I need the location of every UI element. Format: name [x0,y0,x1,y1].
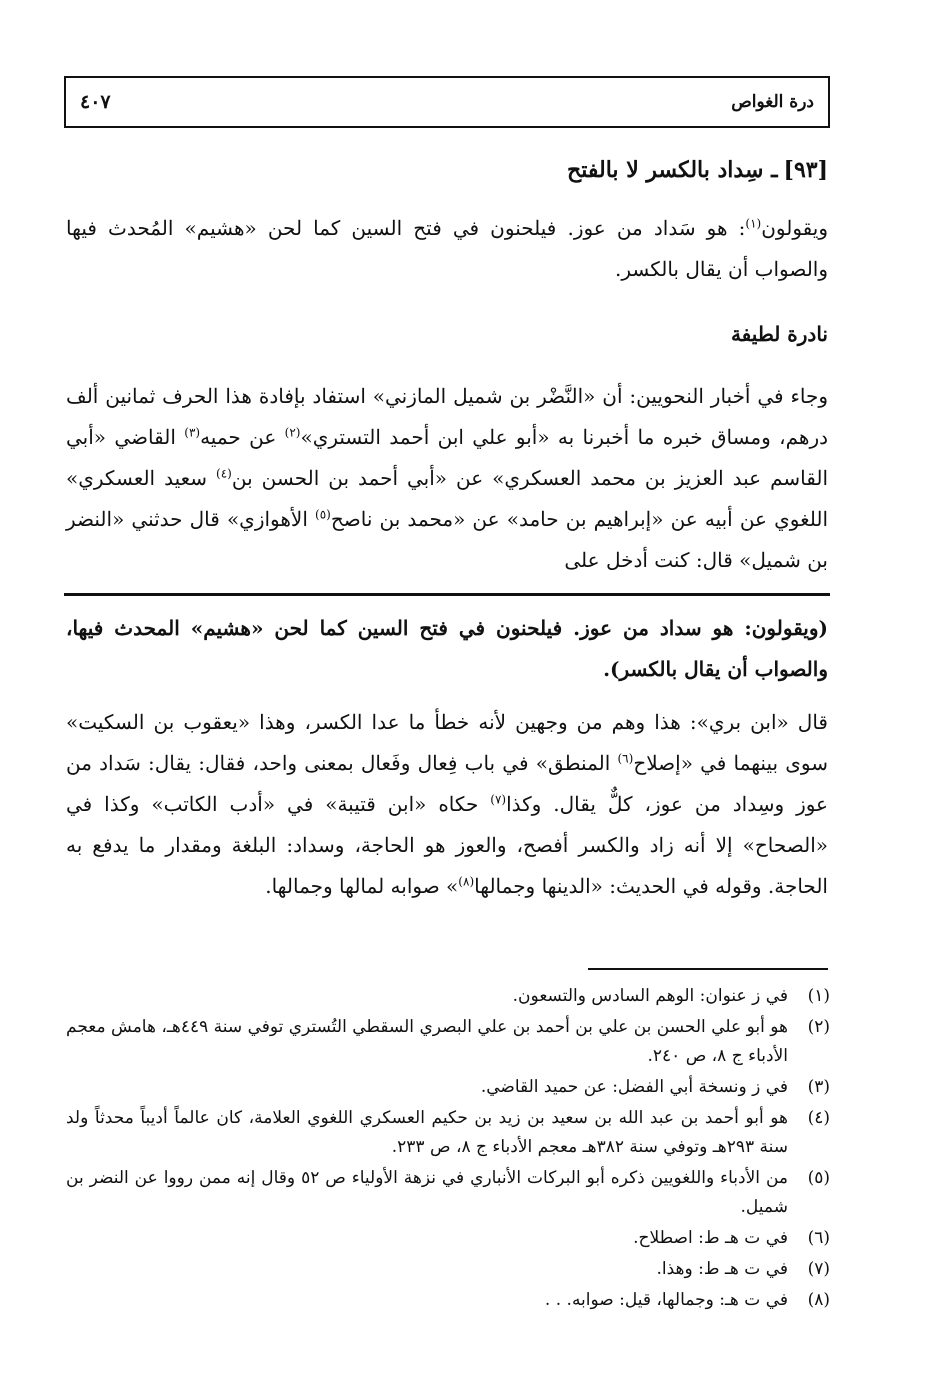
footnote-text: هو أبو علي الحسن بن علي بن أحمد بن علي البصري السقطي التُستري توفي سنة ٤٤٩هـ، هامش معجم الأدباء ج ٨، ص ٢٤٠. [66,1017,788,1066]
footnote-text: في ز عنوان: الوهم السادس والتسعون. [512,986,788,1006]
footnote-text: هو أبو أحمد بن عبد الله بن سعيد بن زيد بن حكيم العسكري اللغوي العلامة، كان عالماً أديباً محدثاً ولد سنة ٢٩٣هـ وتوفي سنة ٣٨٢هـ معجم الأدباء ج ٨، ص ٢٣٣. [66,1108,788,1157]
footnote-item [66,1224,830,1253]
subheading: نادرة لطيفة [730,322,828,346]
footnote-number: (٥) [807,1168,830,1188]
footnote-item [66,1104,830,1162]
footnote-item [66,1164,830,1222]
footnote-text: في ت هـ: وجمالها، قيل: صوابه. . . [544,1290,788,1310]
footnote-number: (٨) [807,1290,830,1310]
footnote-ref-4: (٤) [216,466,232,481]
footnote-ref-6: (٦) [617,751,634,766]
footnote-item [66,1013,830,1071]
footnote-item [66,1073,830,1102]
page-header [64,76,830,128]
footnote-ref-1: (١) [745,216,762,231]
footnote-ref-7: (٧) [490,792,507,807]
intro-text: : هو سَداد من عوز. فيلحنون في فتح السين كما لحن «هشيم» المُحدث فيها والصواب أن يقال بالكسر. [66,216,828,281]
intro-text: ويقولون [761,216,828,240]
section-title-text: ـ سِداد بالكسر لا بالفتح [567,157,778,183]
footnote-text: من الأدباء واللغويين ذكره أبو البركات الأنباري في نزهة الأولياء ص ٥٢ وقال إنه ممن رووا عن النضر بن شميل. [66,1168,788,1217]
commentary-text: حكاه «ابن قتيبة» في «أدب الكاتب» وكذا في «الصحاح» إلا أنه زاد والكسر أفصح، والعوز هو الحاجة، وسداد: البلغة ومقدار ما يدفع به الحاجة. وقوله في الحديث: «الدينها وجمالها [66,792,828,898]
footnote-ref-5: (٥) [315,507,331,522]
footnote-number: (٢) [807,1017,830,1037]
section-number: [٩٣] [783,157,828,183]
anecdote-paragraph [66,376,828,581]
anecdote-text: سعيد العسكري» اللغوي عن أبيه عن «إبراهيم بن حامد» عن «محمد بن ناصح [66,466,829,531]
footnote-number: (٦) [807,1228,830,1248]
footnote-text: في ت هـ ط: اصطلاح. [633,1228,788,1248]
commentary-text: المنطق» في باب فِعال وفَعال بمعنى واحد، فقال: يقال: سَداد من عوز وسِداد من عوز، كلٌّ يقال. وكذا [66,751,828,816]
anecdote-text: القاضي «أبي القاسم عبد العزيز بن محمد العسكري» عن «أبي أحمد بن الحسن بن [66,425,829,490]
footnote-text: في ت هـ ط: وهذا. [656,1259,788,1279]
footnote-number: (٧) [807,1259,830,1279]
commentary-paragraph [66,702,828,907]
commentary-text: قال «ابن بري»: هذا وهم من وجهين لأنه خطأ ما عدا الكسر، وهذا «يعقوب بن السكيت» سوى بينهما في «إصلاح [66,710,828,775]
page-number: ٤٠٧ [80,91,111,113]
footnote-item [66,1255,830,1284]
footnote-text: في ز ونسخة أبي الفضل: عن حميد القاضي. [480,1077,788,1097]
anecdote-text: وجاء في أخبار النحويين: أن «النَّضْر بن شميل المازني» استفاد بإفادة هذا الحرف ثمانين ألف درهم، ومساق خبره ما أخبرنا به «أبو علي ابن أحمد التستري» [66,384,829,449]
footnote-item [66,1286,830,1315]
running-title: درة الغواص [731,92,814,112]
footnote-number: (٤) [807,1108,830,1128]
footnote-number: (١) [807,986,830,1006]
footnote-ref-2: (٢) [284,425,301,440]
footnote-number: (٣) [807,1077,830,1097]
footnote-item [66,982,830,1011]
section-title [567,157,828,183]
footnote-ref-3: (٣) [184,425,201,440]
anecdote-text: عن حميه [200,425,285,449]
quoted-text: (ويقولون: هو سداد من عوز. فيلحنون في فتح السين كما لحن «هشيم» المحدث فيها، والصواب أن يقال بالكسر). [66,616,828,681]
footnote-separator [588,968,828,970]
footnotes-list [66,982,830,1317]
section-divider [64,593,830,596]
footnote-ref-8: (٨) [458,874,475,889]
intro-paragraph [66,208,828,290]
anecdote-text: الأهوازي» قال حدثني «النضر بن شميل» قال: كنت أدخل على [66,507,828,572]
commentary-text: » صوابه لمالها وجمالها. [265,874,459,898]
